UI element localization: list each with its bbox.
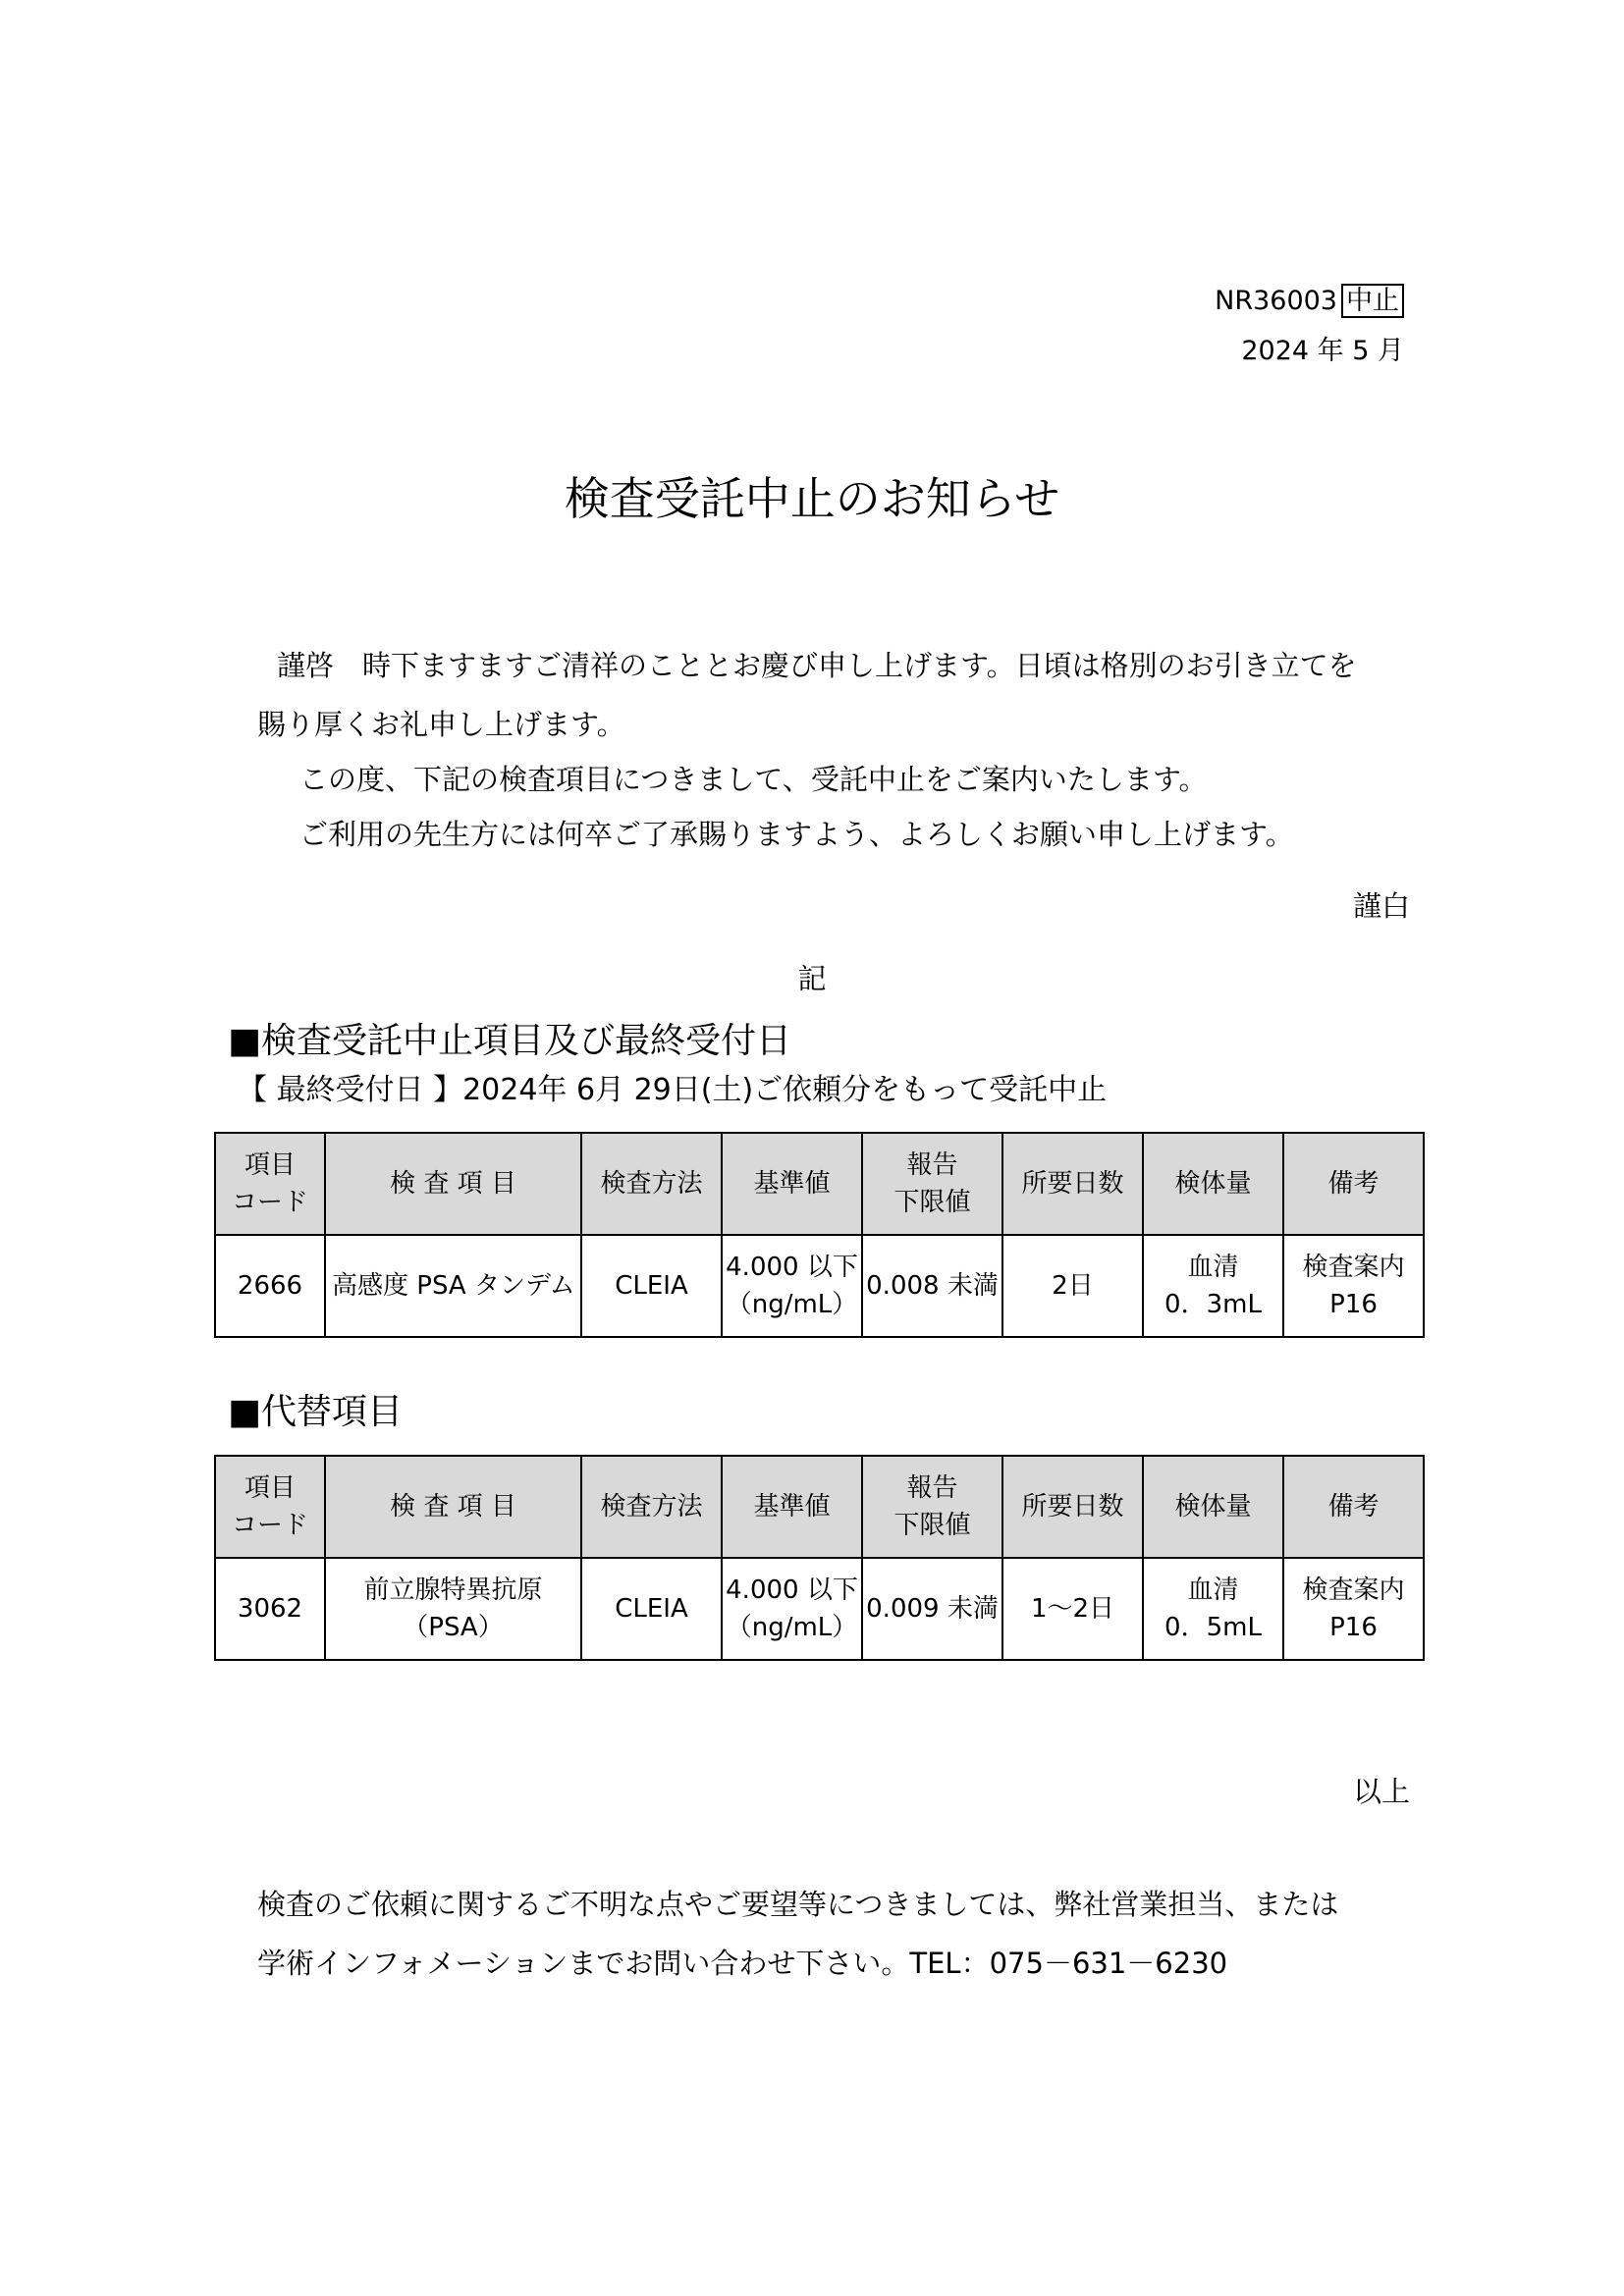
document-date: 2024 年 5 月 [1241,336,1404,366]
header-reference: 基準値 [722,1456,862,1558]
cell-method: CLEIA [581,1235,722,1337]
table-row [215,1558,1424,1660]
footer-line-1: 検査のご依頼に関するご不明な点やご要望等につきましては、弊社営業担当、または [257,1888,1339,1921]
discontinued-items-table [214,1132,1425,1338]
header-lower-limit: 報告 下限値 [862,1133,1002,1235]
document-number-text: NR36003 [1215,286,1337,316]
header-days: 所要日数 [1002,1456,1143,1558]
header-remarks: 備考 [1283,1133,1424,1235]
cell-reference: 4.000 以下 （ng/mL） [722,1558,862,1660]
cell-days: 1～2日 [1002,1558,1143,1660]
header-method: 検査方法 [581,1133,722,1235]
ki-heading: 記 [797,962,827,995]
body-line-2: 賜り厚くお礼申し上げます。 [257,708,625,741]
body-line-3: この度、下記の検査項目につきまして、受託中止をご案内いたします。 [299,763,1208,796]
cell-code: 3062 [215,1558,325,1660]
cell-lower-limit: 0.009 未満 [862,1558,1002,1660]
cell-remarks: 検査案内 P16 [1283,1235,1424,1337]
header-code: 項目 コード [215,1456,325,1558]
table-header-row [215,1133,1424,1235]
cell-volume: 血清 0．3mL [1143,1235,1283,1337]
table-header-row [215,1456,1424,1558]
cell-method: CLEIA [581,1558,722,1660]
header-method: 検査方法 [581,1456,722,1558]
header-reference: 基準値 [722,1133,862,1235]
status-box: 中止 [1341,284,1404,318]
header-item: 検 査 項 目 [325,1456,581,1558]
cell-item: 前立腺特異抗原 （PSA） [325,1558,581,1660]
cell-remarks: 検査案内 P16 [1283,1558,1424,1660]
cell-reference: 4.000 以下 （ng/mL） [722,1235,862,1337]
page-title: 検査受託中止のお知らせ [564,472,1060,525]
closing-keihaku: 謹白 [1352,889,1410,923]
body-line-1: 謹啓 時下ますますご清祥のこととお慶び申し上げます。日頃は格別のお引き立てを [277,649,1357,682]
final-acceptance-date: 【 最終受付日 】2024年 6月 29日(土)ご依頼分をもって受託中止 [238,1073,1108,1107]
cell-item: 高感度 PSA タンデム [325,1235,581,1337]
alternative-items-table [214,1455,1425,1661]
closing-ijou: 以上 [1352,1775,1410,1808]
header-days: 所要日数 [1002,1133,1143,1235]
section-heading-alternative: ■代替項目 [228,1392,404,1432]
cell-volume: 血清 0．5mL [1143,1558,1283,1660]
table-row [215,1235,1424,1337]
body-line-4: ご利用の先生方には何卒ご了承賜りますよう、よろしくお願い申し上げます。 [299,818,1294,851]
cell-days: 2日 [1002,1235,1143,1337]
cell-code: 2666 [215,1235,325,1337]
header-lower-limit: 報告 下限値 [862,1456,1002,1558]
header-volume: 検体量 [1143,1456,1283,1558]
header-remarks: 備考 [1283,1456,1424,1558]
header-volume: 検体量 [1143,1133,1283,1235]
document-number [1215,284,1404,319]
cell-lower-limit: 0.008 未満 [862,1235,1002,1337]
header-code: 項目 コード [215,1133,325,1235]
footer-line-2: 学術インフォメーションまでお問い合わせ下さい。TEL：075－631－6230 [257,1947,1228,1980]
header-item: 検 査 項 目 [325,1133,581,1235]
section-heading-discontinued: ■検査受託中止項目及び最終受付日 [228,1021,792,1061]
